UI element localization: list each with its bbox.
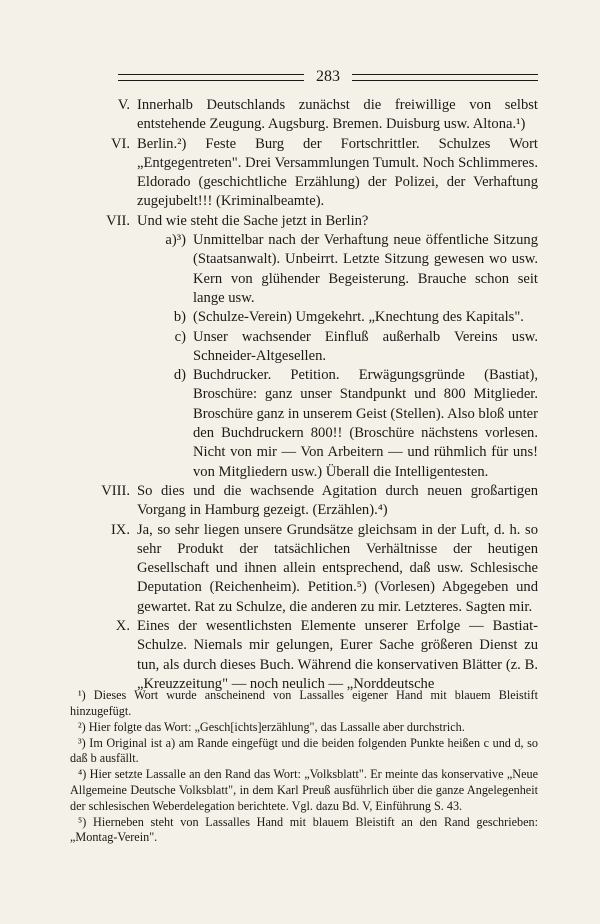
list-item	[68, 482, 538, 521]
footnote: ⁵) Hierneben steht von Lassalles Hand mit blauem Bleistift an den Rand geschrieben: „Montag-Verein".	[70, 814, 538, 845]
footnote: ²) Hier folgte das Wort: „Gesch[ichts]erzählung", das Lassalle aber durchstrich.	[78, 719, 465, 734]
sub-list-item	[130, 308, 538, 327]
page-header	[118, 68, 538, 86]
item-number: VII.	[106, 212, 130, 229]
sub-item-number: d)	[173, 367, 186, 384]
list-item	[68, 617, 538, 694]
main-text	[68, 96, 538, 694]
item-text: Eines der wesentlichsten Elemente unserer Erfolge — Bastiat-Schulze. Niemals mir gelungen, Eurer Sache größeren Dienst zu tun, als durch dieses Buch. Während die konservativen Blätter (z. B. „Kreuzzeitung" — noch neulich — „Norddeutsche	[137, 618, 538, 692]
list-item	[68, 135, 538, 212]
sub-item-number: c)	[174, 328, 186, 345]
sub-list-item	[130, 231, 538, 308]
sub-item-text: Unmittelbar nach der Verhaftung neue öffentliche Sitzung (Staatsanwalt). Unbeirrt. Letzte Sitzung gewesen wo usw. Kern von glühender Begeisterung. Brauche schon seit lange usw.	[193, 232, 538, 306]
item-number: X.	[115, 618, 130, 635]
item-number: VI.	[110, 135, 130, 152]
footnotes	[70, 688, 538, 846]
item-number: VIII.	[101, 482, 130, 499]
item-text: Und wie steht die Sache jetzt in Berlin?	[137, 212, 369, 229]
sub-item-text: Unser wachsender Einfluß außerhalb Vereins usw. Schneider-Altgesellen.	[193, 328, 538, 364]
item-text: Ja, so sehr liegen unsere Grundsätze gleichsam in der Luft, d. h. so sehr Produkt der tatsächlichen Verhältnisse der heutigen Gesellschaft und ihnen allein entsprechend, daß usw. Schlesische Deputation (Reichenheim). Petition.⁵) (Vorlesen) Abgegeben und gewartet. Rat zu Schulze, die anderen zu mir. Letzteres. Sagten mir.	[137, 521, 538, 615]
header-rule-right	[352, 74, 538, 81]
sub-item-text: (Schulze-Verein) Umgekehrt. „Knechtung des Kapitals".	[193, 309, 524, 326]
header-rule-left	[118, 74, 304, 81]
sub-item-text: Buchdrucker. Petition. Erwägungsgründe (Bastiat), Broschüre: ganz unser Standpunkt und 800 Mitglieder. Broschüre ganz in unserem Geist (Stellen). Also bloß unter den Buchdruckern 800!! (Broschüre nächstens vorlesen. Nicht von mir — Von Arbeitern — und rühmlich für uns! von Mitgliedern usw.) Überall die Intelligentesten.	[193, 367, 538, 480]
sub-list-item	[130, 328, 538, 367]
page-number: 283	[316, 68, 340, 85]
footnote: ⁴) Hier setzte Lassalle an den Rand das Wort: „Volksblatt". Er meinte das konservative „Neue Allgemeine Deutsche Volksblatt", in dem Karl Preuß ausführlich über die ganze Angelegenheit der schlesischen Weberdelegation berichtete. Vgl. dazu Bd. V, Einführung S. 43.	[70, 767, 538, 813]
sub-list	[68, 231, 538, 482]
list-item	[68, 212, 538, 231]
item-number: IX.	[110, 521, 130, 538]
list-item	[68, 521, 538, 617]
sub-item-number: b)	[173, 309, 186, 326]
sub-item-number: a)³)	[165, 232, 186, 249]
item-text: Berlin.²) Feste Burg der Fortschrittler. Schulzes Wort „Entgegentreten". Drei Versammlungen Tumult. Noch Schlimmeres. Eldorado (geschichtliche Erzählung) der Polizei, der Verhaftung zugejubelt!!! (Kriminalbeamte).	[137, 135, 538, 210]
item-number: V.	[117, 97, 130, 113]
footnote: ³) Im Original ist a) am Rande eingefügt und die beiden folgenden Punkte heißen c und d, so daß b ausfällt.	[70, 735, 538, 766]
sub-list-item	[130, 366, 538, 482]
list-item	[68, 96, 538, 135]
footnote: ¹) Dieses Wort wurde anscheinend von Lassalles eigener Hand mit blauem Bleistift hinzugefügt.	[70, 688, 538, 718]
item-text: So dies und die wachsende Agitation durch neuen großartigen Vorgang in Hamburg gezeigt. (Erzählen).⁴)	[137, 482, 538, 519]
item-text: Innerhalb Deutschlands zunächst die freiwillige von selbst entstehende Zeugung. Augsburg. Bremen. Duisburg usw. Altona.¹)	[137, 97, 538, 133]
